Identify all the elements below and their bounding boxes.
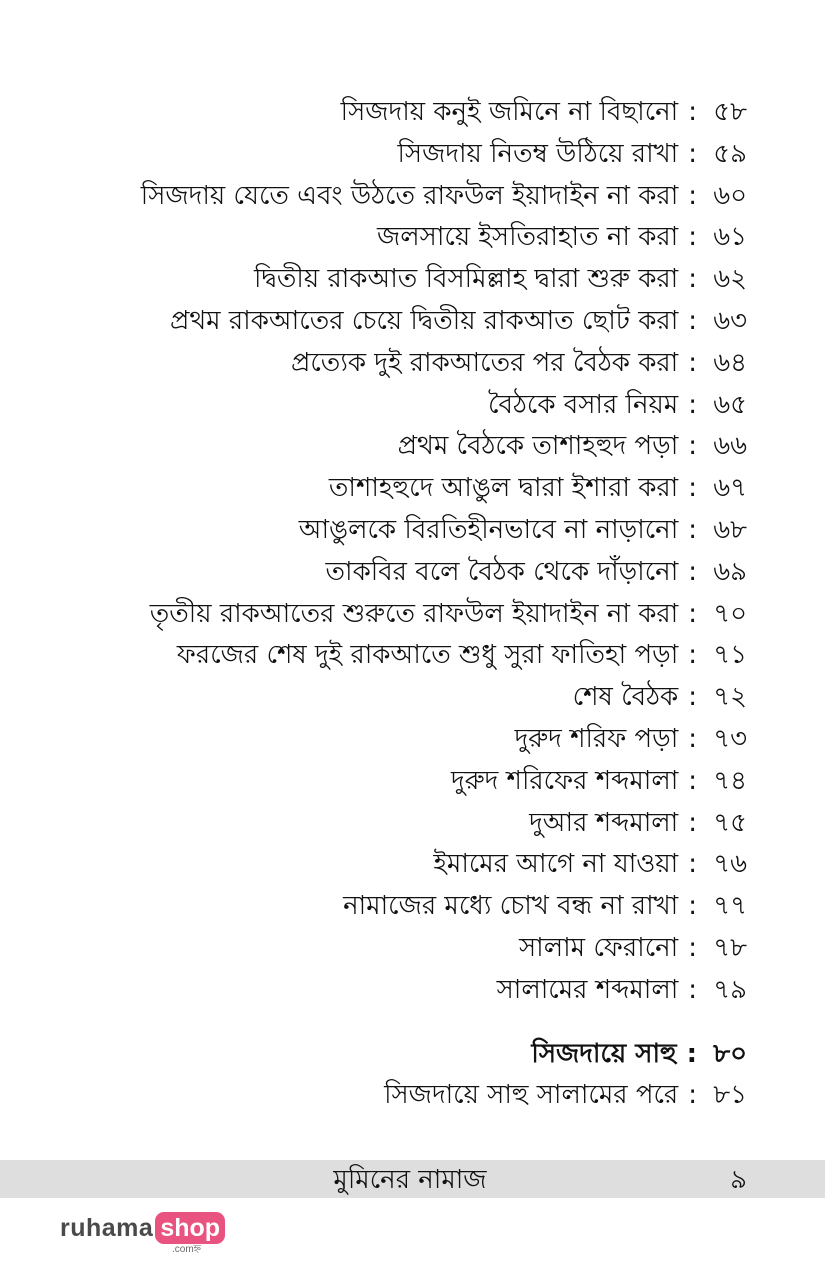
toc-separator: : <box>686 1038 697 1069</box>
toc-section-heading <box>7 1034 747 1076</box>
toc-entry-title: দুরুদ শরিফের শব্দমালা <box>451 765 679 796</box>
logo-brand-left: ruhama <box>60 1214 154 1242</box>
toc-entry-title: সিজদায় কনুই জমিনে না বিছানো <box>340 97 679 127</box>
toc-entry-page: ৮১ <box>713 1080 747 1111</box>
toc-entry <box>7 719 747 761</box>
logo-domain-suffix: .comহ্ন <box>172 1244 202 1255</box>
toc-separator: : <box>688 640 697 671</box>
toc-entry-title: সিজদায় নিতম্ব উঠিয়ে রাখা <box>397 138 679 169</box>
toc-entry-page: ৬৭ <box>713 473 747 504</box>
toc-entry-title: জলসায়ে ইসতিরাহাত না করা <box>377 222 679 253</box>
toc-separator: : <box>688 222 697 253</box>
toc-separator: : <box>688 514 697 545</box>
toc-entry <box>7 176 747 218</box>
toc-entry-page: ৭০ <box>713 598 747 629</box>
toc-entry <box>7 803 747 845</box>
toc-entry-title: তৃতীয় রাকআতের শুরুতে রাফউল ইয়াদাইন না করা <box>149 598 679 629</box>
toc-entry-page: ৭৯ <box>713 974 747 1005</box>
toc-section-title: সিজদায়ে সাহু <box>531 1038 677 1069</box>
toc-entry-title: তাশাহহুদে আঙুল দ্বারা ইশারা করা <box>328 473 679 504</box>
toc-entry-title: নামাজের মধ্যে চোখ বন্ধ না রাখা <box>343 891 679 922</box>
ruhamashop-logo <box>60 1212 225 1255</box>
toc-entry <box>7 594 747 636</box>
toc-separator: : <box>688 264 697 295</box>
toc-separator: : <box>688 682 697 713</box>
toc-entry-title: আঙুলকে বিরতিহীনভাবে না নাড়ানো <box>298 514 679 545</box>
toc-entry-page: ৬৬ <box>713 431 747 462</box>
toc-separator: : <box>688 556 697 587</box>
toc-separator: : <box>688 765 697 796</box>
toc-section-gap <box>7 1012 747 1034</box>
toc-entry-title: প্রত্যেক দুই রাকআতের পর বৈঠক করা <box>290 347 679 378</box>
toc-entry-page: ৬৪ <box>713 347 747 378</box>
toc-entry-page: ৬২ <box>713 264 747 295</box>
toc-entry <box>7 928 747 970</box>
toc-entry <box>7 301 747 343</box>
toc-entry <box>7 510 747 552</box>
footer-book-title: মুমিনের নামাজ <box>333 1165 487 1195</box>
logo-brand-right: shop <box>160 1214 221 1242</box>
toc-entry <box>7 385 747 427</box>
toc-entry-page: ৭৭ <box>713 891 747 922</box>
toc-separator: : <box>688 431 697 462</box>
table-of-contents <box>7 92 747 1117</box>
toc-entry <box>7 426 747 468</box>
toc-entry-title: দুরুদ শরিফ পড়া <box>514 723 679 754</box>
toc-entry-title: শেষ বৈঠক <box>572 682 679 713</box>
toc-entry-page: ৭৬ <box>713 849 747 880</box>
toc-entry-title: ফরজের শেষ দুই রাকআতে শুধু সুরা ফাতিহা পড়া <box>176 640 679 671</box>
toc-entry <box>7 761 747 803</box>
toc-separator: : <box>688 138 697 169</box>
toc-entry <box>7 886 747 928</box>
toc-entry-page: ৭২ <box>713 682 747 713</box>
toc-entry-title: সিজদায় যেতে এবং উঠতে রাফউল ইয়াদাইন না করা <box>140 180 679 211</box>
toc-section-page: ৮০ <box>713 1038 747 1069</box>
toc-separator: : <box>688 598 697 629</box>
toc-entry-page: ৬৫ <box>713 389 747 420</box>
toc-entry-page: ৬৯ <box>713 556 747 587</box>
toc-entry <box>7 635 747 677</box>
toc-entry-page: ৬১ <box>713 222 747 253</box>
toc-separator: : <box>688 807 697 838</box>
toc-entry-page: ৭১ <box>713 640 747 671</box>
toc-entry <box>7 468 747 510</box>
footer-page-number: ৯ <box>730 1165 747 1195</box>
toc-separator: : <box>688 389 697 420</box>
toc-separator: : <box>688 974 697 1005</box>
toc-entry <box>7 217 747 259</box>
toc-entry-title: প্রথম রাকআতের চেয়ে দ্বিতীয় রাকআত ছোট করা <box>169 305 679 336</box>
toc-entry-title: দুআর শব্দমালা <box>529 807 679 838</box>
toc-entry <box>7 552 747 594</box>
toc-entry-title: সালাম ফেরানো <box>519 932 679 963</box>
toc-separator: : <box>688 849 697 880</box>
toc-entry-page: ৬৩ <box>713 305 747 336</box>
toc-entry <box>7 134 747 176</box>
toc-separator: : <box>688 305 697 336</box>
toc-entry-page: ৭৪ <box>713 765 747 796</box>
toc-entry-page: ৬৮ <box>713 514 747 545</box>
toc-entry-title: ইমামের আগে না যাওয়া <box>433 849 679 880</box>
logo-brand-right-box <box>155 1212 225 1244</box>
toc-entry-page: ৭৩ <box>713 723 747 754</box>
toc-separator: : <box>688 891 697 922</box>
toc-separator: : <box>688 1080 697 1111</box>
toc-entry-page: ৫৯ <box>713 138 747 169</box>
toc-entry-title: সালামের শব্দমালা <box>496 974 679 1005</box>
toc-entry-title: বৈঠকে বসার নিয়ম <box>487 389 679 420</box>
toc-entry <box>7 92 747 134</box>
toc-entry-title: সিজদায়ে সাহু সালামের পরে <box>384 1080 679 1111</box>
toc-entry <box>7 259 747 301</box>
toc-separator: : <box>688 473 697 504</box>
toc-entry <box>7 844 747 886</box>
toc-entry-title: দ্বিতীয় রাকআত বিসমিল্লাহ দ্বারা শুরু করা <box>254 264 679 295</box>
toc-entry <box>7 677 747 719</box>
toc-entry-page: ৫৮ <box>713 97 747 127</box>
toc-entry-page: ৭৫ <box>713 807 747 838</box>
toc-separator: : <box>688 347 697 378</box>
toc-entry <box>7 343 747 385</box>
toc-entry <box>7 970 747 1012</box>
toc-separator: : <box>688 723 697 754</box>
toc-separator: : <box>688 180 697 211</box>
toc-entry-page: ৭৮ <box>713 932 747 963</box>
toc-separator: : <box>688 932 697 963</box>
toc-entry-title: প্রথম বৈঠকে তাশাহহুদ পড়া <box>397 431 679 462</box>
toc-entry-page: ৬০ <box>713 180 747 211</box>
page-footer <box>0 1160 825 1198</box>
toc-entry-title: তাকবির বলে বৈঠক থেকে দাঁড়ানো <box>325 556 679 587</box>
toc-separator: : <box>688 97 697 127</box>
toc-entry <box>7 1075 747 1117</box>
